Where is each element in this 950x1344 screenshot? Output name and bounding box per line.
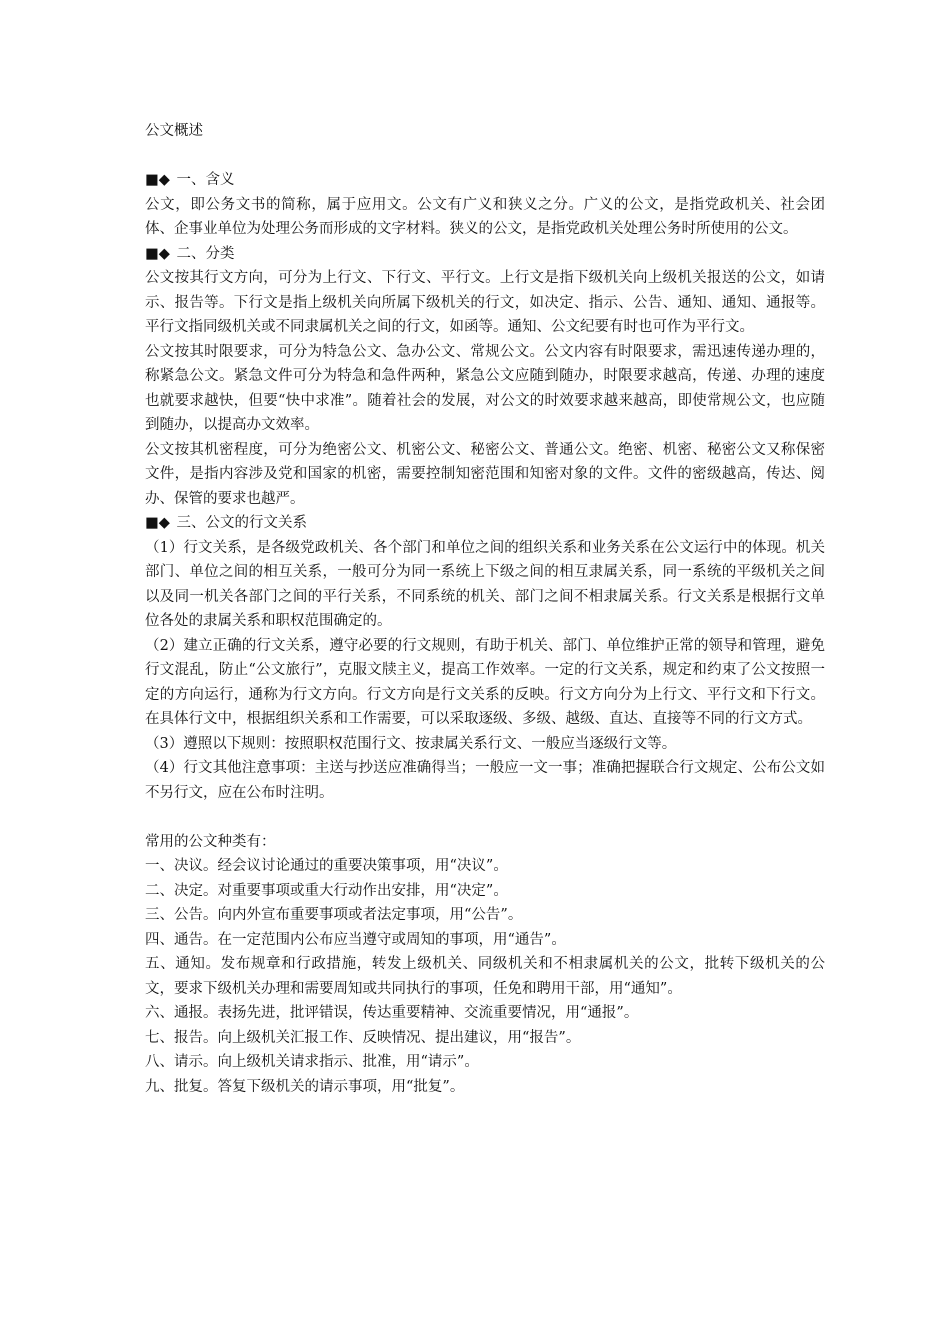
square-diamond-bullet-icon: ■◆ <box>145 515 170 531</box>
spacer <box>145 805 825 830</box>
section-heading <box>145 168 825 193</box>
paragraph: （2）建立正确的行文关系，遵守必要的行文规则，有助于机关、部门、单位维护正常的领导和管理，避免行文混乱，防止“公文旅行”，克服文牍主义，提高工作效率。一定的行文关系，规定和约束了公文按照一定的方向运行，通称为行文方向。行文方向是行文关系的反映。行文方向分为上行文、平行文和下行文。在具体行文中，根据组织关系和工作需要，可以采取逐级、多级、越级、直达、直接等不同的行文方式。 <box>145 637 825 727</box>
paragraph: 公文按其行文方向，可分为上行文、下行文、平行文。上行文是指下级机关向上级机关报送的公文，如请示、报告等。下行文是指上级机关向所属下级机关的行文，如决定、指示、公告、通知、通知、通报等。平行文指同级机关或不同隶属机关之间的行文，如函等。通知、公文纪要有时也可作为平行文。 <box>145 270 825 335</box>
types-intro: 常用的公文种类有： <box>145 833 276 850</box>
spacer <box>145 144 825 169</box>
section-classification <box>145 242 825 512</box>
list-item: 三、公告。向内外宣布重要事项或者法定事项，用“公告”。 <box>145 907 523 923</box>
paragraph: 公文按其时限要求，可分为特急公文、急办公文、常规公文。公文内容有时限要求，需迅速传递办理的，称紧急公文。紧急文件可分为特急和急件两种，紧急公文应随到随办，时限要求越高，传递、办理的速度也就要求越快，但要“快中求准”。随着社会的发展，对公文的时效要求越来越高，即使常规公文，也应随到随办，以提高办文效率。 <box>145 343 825 433</box>
list-item: 五、通知。发布规章和行政措施，转发上级机关、同级机关和不相隶属机关的公文，批转下级机关的公文，要求下级机关办理和需要周知或共同执行的事项，任免和聘用干部，用“通知”。 <box>145 956 825 997</box>
section-heading <box>145 242 825 267</box>
section-meaning <box>145 168 825 242</box>
list-item: 七、报告。向上级机关汇报工作、反映情况、提出建议，用“报告”。 <box>145 1029 581 1046</box>
list-item: 八、请示。向上级机关请求指示、批准，用“请示”。 <box>145 1054 479 1070</box>
paragraph: 公文，即公务文书的简称，属于应用文。公文有广义和狭义之分。广义的公文，是指党政机关、社会团体、企事业单位为处理公务而形成的文字材料。狭义的公文，是指党政机关处理公务时所使用的公文。 <box>145 196 825 237</box>
list-item: 九、批复。答复下级机关的请示事项，用“批复”。 <box>145 1078 465 1095</box>
section-heading <box>145 511 825 536</box>
list-item: 四、通告。在一定范围内公布应当遵守或周知的事项，用“通告”。 <box>145 931 566 948</box>
document-title: 公文概述 <box>145 123 203 139</box>
section-heading-text: 二、分类 <box>176 245 235 262</box>
section-heading-text: 一、含义 <box>176 172 235 188</box>
list-item: 二、决定。对重要事项或重大行动作出安排，用“决定”。 <box>145 882 508 899</box>
list-item: 一、决议。经会议讨论通过的重要决策事项，用“决议”。 <box>145 858 508 874</box>
document-types <box>145 830 825 1100</box>
square-diamond-bullet-icon: ■◆ <box>145 172 170 188</box>
square-diamond-bullet-icon: ■◆ <box>145 245 170 262</box>
paragraph: （1）行文关系，是各级党政机关、各个部门和单位之间的组织关系和业务关系在公文运行中的体现。机关部门、单位之间的相互关系，一般可分为同一系统上下级之间的相互隶属关系，同一系统的平级机关之间以及同一机关各部门之间的平行关系，不同系统的机关、部门之间不相隶属关系。行文关系是根据行文单位各处的隶属关系和职权范围确定的。 <box>145 539 825 629</box>
section-relationship <box>145 511 825 805</box>
section-heading-text: 三、公文的行文关系 <box>176 515 307 531</box>
document-page <box>145 119 825 1099</box>
list-item: 六、通报。表扬先进，批评错误，传达重要精神、交流重要情况，用“通报”。 <box>145 1005 639 1021</box>
paragraph: （4）行文其他注意事项：主送与抄送应准确得当；一般应一文一事；准确把握联合行文规定、公布公文如不另行文，应在公布时注明。 <box>145 760 825 801</box>
paragraph: 公文按其机密程度，可分为绝密公文、机密公文、秘密公文、普通公文。绝密、机密、秘密公文又称保密文件，是指内容涉及党和国家的机密，需要控制知密范围和知密对象的文件。文件的密级越高，传达、阅办、保管的要求也越严。 <box>145 441 825 507</box>
paragraph: （3）遵照以下规则：按照职权范围行文、按隶属关系行文、一般应当逐级行文等。 <box>145 735 677 752</box>
